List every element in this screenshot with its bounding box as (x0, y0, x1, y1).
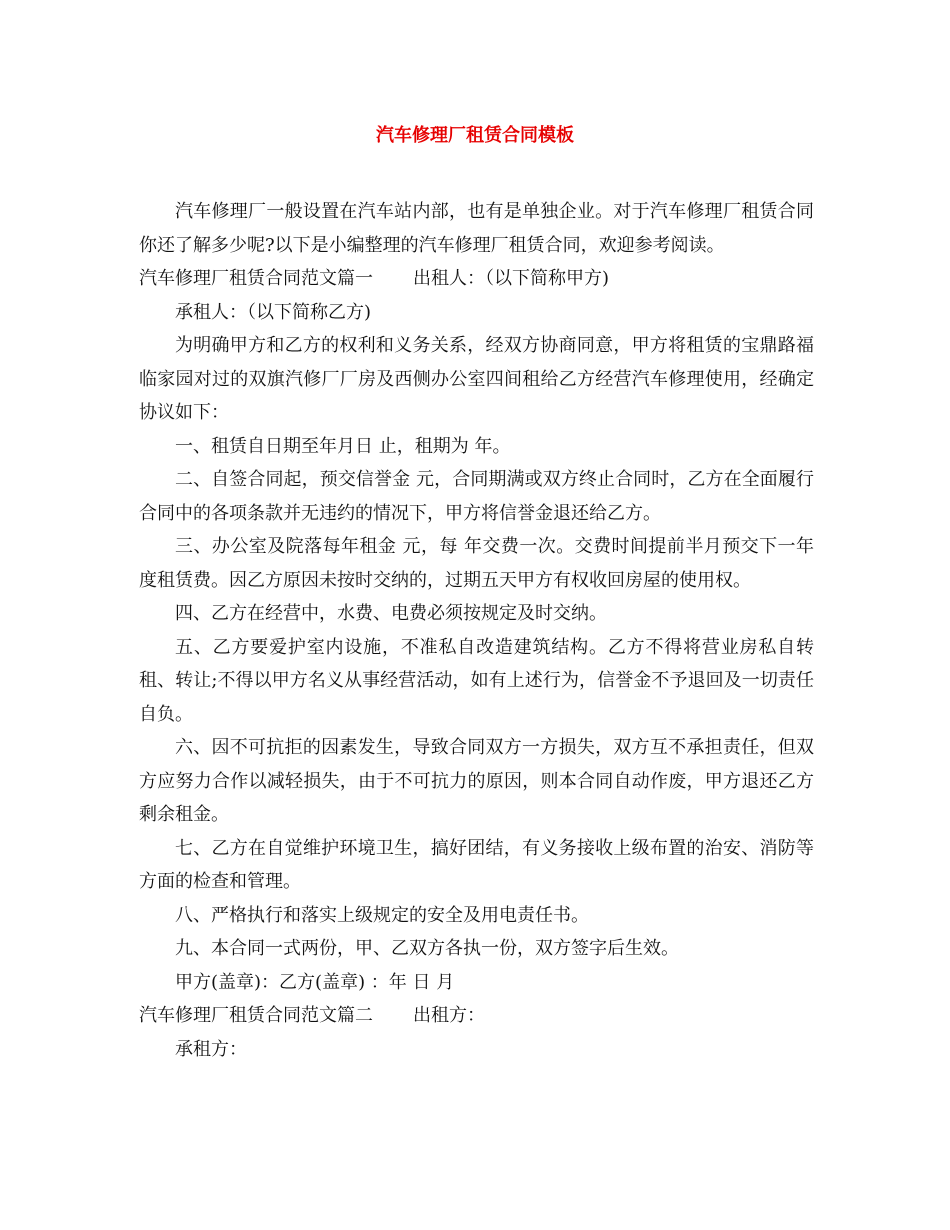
sample2-lessee: 承租方： (175, 1038, 247, 1060)
clause-9: 九、本合同一式两份，甲、乙双方各执一份，双方签字后生效。 (175, 938, 679, 959)
clause-1: 一、租赁自日期至年月日 止，租期为 年。 (175, 435, 511, 457)
sample1-signature: 甲方(盖章)：乙方(盖章) ：年 日 月 (175, 971, 455, 993)
sample1-lessor: 出租人：（以下简称甲方) (413, 268, 610, 289)
clause-7: 七、乙方在自觉维护环境卫生，搞好团结，有义务接收上级布置的治安、消防等方面的检查和管理。 (139, 837, 814, 892)
sample1-heading-line (139, 262, 814, 296)
clause-2: 二、自签合同起，预交信誉金 元，合同期满或双方终止合同时，乙方在全面履行合同中的各项条款并无违约的情况下，甲方将信誉金退还给乙方。 (139, 469, 814, 524)
clause-3: 三、办公室及院落每年租金 元，每 年交费一次。交费时间提前半月预交下一年度租赁费。因乙方原因未按时交纳的，过期五天甲方有权收回房屋的使用权。 (139, 536, 814, 591)
sample2-heading: 汽车修理厂租赁合同范文篇二 (139, 1005, 373, 1026)
intro-paragraph: 汽车修理厂一般设置在汽车站内部，也有是单独企业。对于汽车修理厂租赁合同你还了解多少呢?以下是小编整理的汽车修理厂租赁合同，欢迎参考阅读。 (139, 201, 814, 256)
document-body (139, 195, 814, 1066)
sample1-heading: 汽车修理厂租赁合同范文篇一 (139, 268, 373, 289)
clause-8: 八、严格执行和落实上级规定的安全及用电责任书。 (175, 904, 589, 926)
sample1-lessee: 承租人：（以下简称乙方) (175, 301, 372, 323)
clause-6: 六、因不可抗拒的因素发生，导致合同双方一方损失，双方互不承担责任，但双方应努力合作以减轻损失，由于不可抗力的原因，则本合同自动作废，甲方退还乙方剩余租金。 (139, 737, 814, 825)
clause-4: 四、乙方在经营中，水费、电费必须按规定及时交纳。 (175, 603, 607, 624)
sample2-lessor: 出租方： (413, 1005, 485, 1026)
document-title: 汽车修理厂租赁合同模板 (376, 125, 574, 146)
sample1-preamble: 为明确甲方和乙方的权利和义务关系，经双方协商同意，甲方将租赁的宝鼎路福临家园对过的双旗汽修厂厂房及西侧办公室四间租给乙方经营汽车修理使用，经确定协议如下： (139, 335, 814, 423)
clause-5: 五、乙方要爱护室内设施，不准私自改造建筑结构。乙方不得将营业房私自转租、转让;不得以甲方名义从事经营活动，如有上述行为，信誉金不予退回及一切责任自负。 (139, 636, 814, 725)
sample2-heading-line (139, 999, 814, 1033)
